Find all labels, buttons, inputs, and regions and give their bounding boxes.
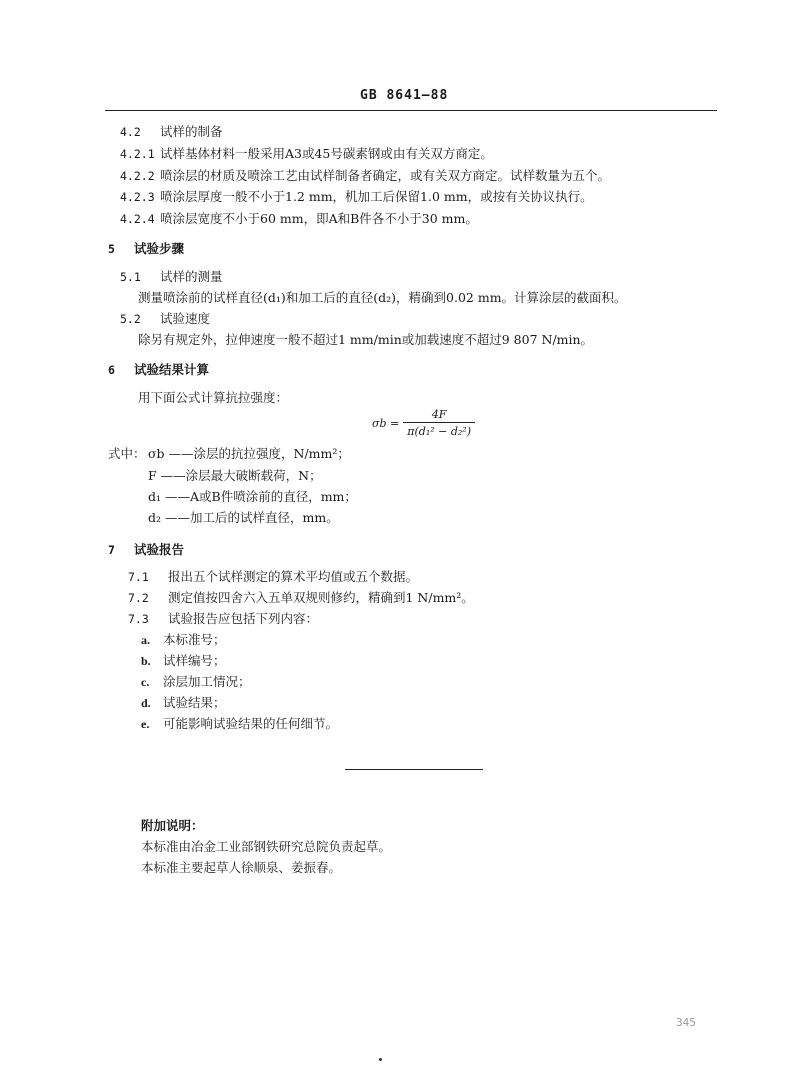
- clause-4-2-1: [120, 148, 493, 161]
- clause-number: 7.1: [128, 570, 149, 584]
- scan-speck: [379, 1058, 382, 1061]
- clause-5-2-heading: [120, 313, 210, 326]
- list-item: [141, 697, 226, 710]
- clause-number: 4.2.1: [120, 147, 155, 161]
- list-text: 可能影响试验结果的任何细节。: [163, 716, 339, 731]
- list-text: 涂层加工情况；: [163, 674, 251, 689]
- list-label: e.: [141, 717, 150, 731]
- section-number: 5: [108, 242, 115, 256]
- clause-4-2-3: [120, 191, 593, 204]
- list-text: 试样编号；: [163, 653, 226, 668]
- clause-text: 试验报告应包括下列内容：: [168, 611, 319, 626]
- list-label: a.: [141, 633, 150, 647]
- page-number: 345: [676, 1016, 696, 1029]
- list-label: c.: [141, 675, 150, 689]
- notes-line: 本标准由冶金工业部钢铁研究总院负责起草。: [141, 839, 392, 854]
- section-title: 试验步骤: [134, 241, 185, 256]
- clause-4-2-2: [120, 170, 610, 183]
- section-4-2-heading: [120, 126, 223, 139]
- section-6-heading: [108, 364, 209, 377]
- clause-number: 5.1: [120, 270, 141, 284]
- section-title: 试样的制备: [160, 124, 223, 139]
- clause-text: 喷涂层的材质及喷涂工艺由试样制备者确定，或有关双方商定。试样数量为五个。: [160, 168, 611, 183]
- where-label: 式中：: [108, 446, 146, 461]
- header-rule: [105, 110, 717, 111]
- clause-text: 喷涂层宽度不小于60 mm，即A和B件各不小于30 mm。: [160, 211, 478, 226]
- symbol-definition: σb ——涂层的抗拉强度，N/mm²；: [148, 446, 350, 461]
- list-item: [141, 718, 338, 731]
- clause-7-3: [128, 613, 318, 626]
- tensile-strength-formula: [372, 408, 475, 438]
- clause-text: 试样基体材料一般采用A3或45号碳素钢或由有关双方商定。: [160, 146, 493, 161]
- list-item: [141, 655, 226, 668]
- formula-denominator: π(d₁² − d₂²): [403, 422, 475, 438]
- notes-line: 本标准主要起草人徐顺泉、姜振春。: [141, 860, 342, 875]
- formula-intro: 用下面公式计算抗拉强度：: [138, 390, 289, 405]
- clause-5-1-body: 测量喷涂前的试样直径(d₁)和加工后的直径(d₂)，精确到0.02 mm。计算涂层的截面积。: [138, 290, 627, 305]
- symbol-definition: d₁ ——A或B件喷涂前的直径，mm；: [148, 489, 357, 504]
- section-title: 试验报告: [134, 542, 185, 557]
- list-item: [141, 634, 226, 647]
- clause-5-1-heading: [120, 271, 223, 284]
- clause-number: 4.2.2: [120, 169, 155, 183]
- formula-numerator: 4F: [431, 408, 447, 421]
- clause-title: 试验速度: [160, 311, 211, 326]
- clause-4-2-4: [120, 213, 478, 226]
- section-number: 4.2: [120, 125, 141, 139]
- end-rule: [345, 769, 483, 770]
- formula-lhs: σb =: [372, 416, 400, 430]
- clause-number: 7.3: [128, 612, 149, 626]
- clause-text: 喷涂层厚度一般不小于1.2 mm，机加工后保留1.0 mm，或按有关协议执行。: [160, 189, 593, 204]
- clause-text: 测定值按四舍六入五单双规则修约，精确到1 N/mm²。: [168, 590, 474, 605]
- symbol-definition: d₂ ——加工后的试样直径，mm。: [148, 510, 339, 525]
- clause-number: 4.2.3: [120, 190, 155, 204]
- section-number: 6: [108, 363, 115, 377]
- section-5-heading: [108, 243, 184, 256]
- clause-number: 7.2: [128, 591, 149, 605]
- list-label: b.: [141, 654, 151, 668]
- clause-text: 报出五个试样测定的算术平均值或五个数据。: [168, 569, 419, 584]
- clause-7-2: [128, 592, 474, 605]
- list-text: 本标准号；: [163, 632, 226, 647]
- section-title: 试验结果计算: [134, 362, 210, 377]
- clause-5-2-body: 除另有规定外，拉伸速度一般不超过1 mm/min或加载速度不超过9 807 N/min。: [138, 332, 594, 347]
- list-text: 试验结果；: [163, 695, 226, 710]
- clause-title: 试样的测量: [160, 269, 223, 284]
- section-7-heading: [108, 544, 184, 557]
- standard-code-header: GB 8641—88: [360, 88, 449, 103]
- list-item: [141, 676, 251, 689]
- formula-fraction: [403, 408, 475, 438]
- notes-title: 附加说明：: [141, 818, 204, 833]
- symbol-definition: F ——涂层最大破断载荷，N；: [148, 468, 322, 483]
- clause-number: 4.2.4: [120, 212, 155, 226]
- clause-7-1: [128, 571, 418, 584]
- section-number: 7: [108, 543, 115, 557]
- clause-number: 5.2: [120, 312, 141, 326]
- list-label: d.: [141, 696, 151, 710]
